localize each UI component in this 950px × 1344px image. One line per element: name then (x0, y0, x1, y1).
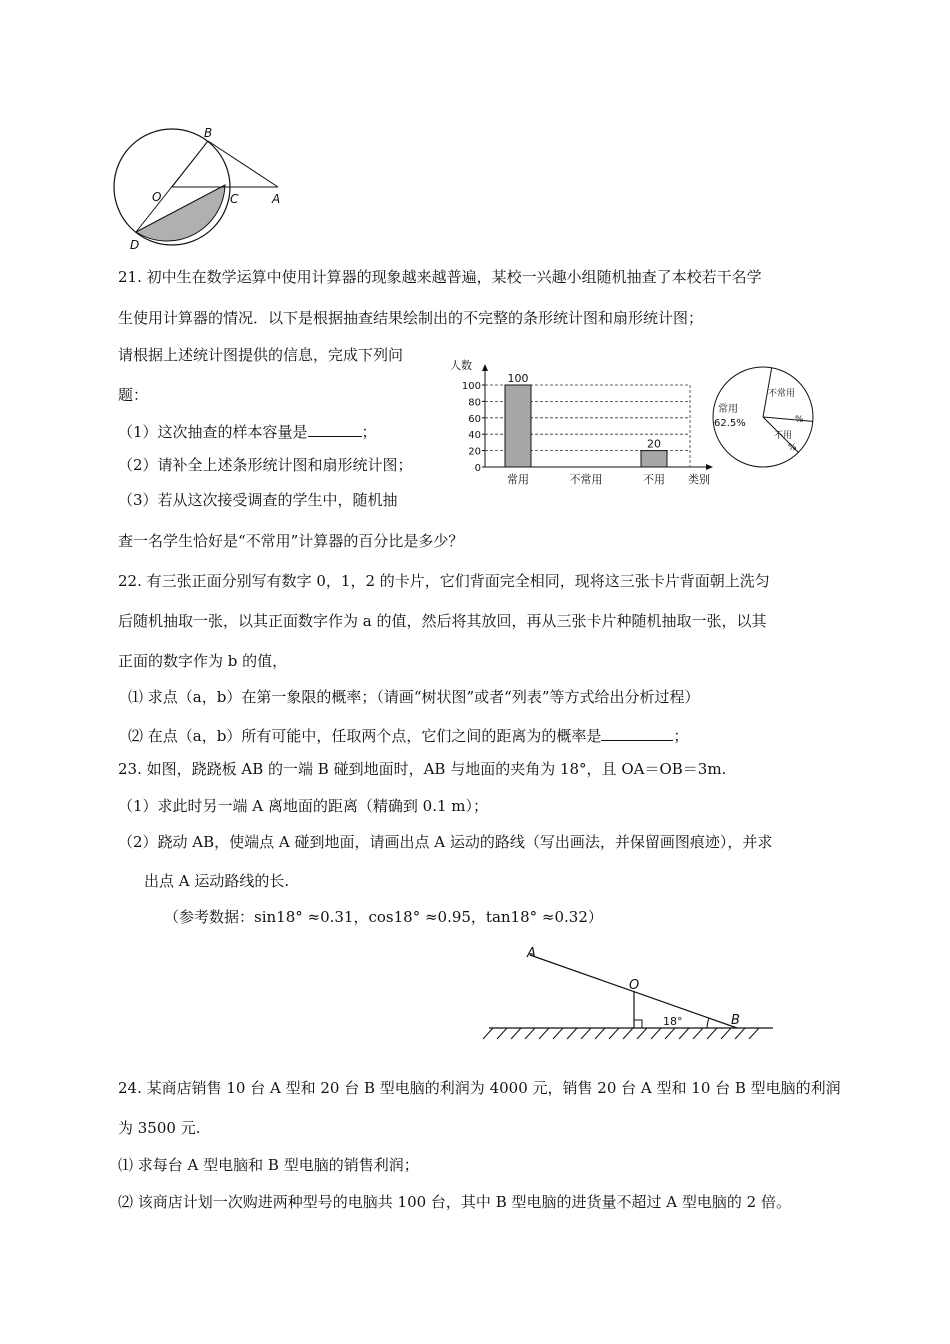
label-a: A (527, 946, 536, 961)
q21-line2: 生使用计算器的情况．以下是根据抽查结果绘制出的不完整的条形统计图和扇形统计图； (118, 309, 704, 327)
q21-part2: （2）请补全上述条形统计图和扇形统计图； (118, 456, 413, 474)
y-axis-title: 人数 (450, 359, 472, 372)
hatch-line (623, 1028, 633, 1039)
q24-part2: ⑵ 该商店计划一次购进两种型号的电脑共 100 台，其中 B 型电脑的进货量不超过 A 型电脑的 2 倍。 (118, 1193, 791, 1211)
y-tick-label: 40 (468, 430, 481, 442)
seesaw-figure (485, 943, 785, 1043)
label-b: B (731, 1013, 740, 1028)
x-axis-title: 类别 (688, 473, 710, 486)
ground-hatch (483, 1028, 759, 1039)
hatch-line (581, 1028, 591, 1039)
label-a: A (272, 192, 281, 206)
slice-value-changyong: 62.5% (714, 418, 746, 429)
q21-part1 (118, 420, 377, 442)
q22-part2-end: ； (673, 727, 689, 745)
q21-line-end: 查一名学生恰好是“不常用”计算器的百分比是多少？ (118, 532, 464, 550)
q22-part2-text: ⑵ 在点（a，b）所有可能中，任取两个点，它们之间的距离为的概率是 (128, 727, 602, 745)
q22-line3: 正面的数字作为 b 的值， (118, 652, 288, 670)
q22-line2: 后随机抽取一张，以其正面数字作为 a 的值，然后将其放回，再从三张卡片种随机抽取一张，以其 (118, 612, 767, 630)
y-tick-label: 60 (468, 413, 481, 425)
hatch-line (707, 1028, 717, 1039)
x-tick-label: 不常用 (569, 473, 603, 486)
pie-slice-edge (763, 417, 813, 421)
bar (641, 451, 667, 467)
hatch-line (679, 1028, 689, 1039)
hatch-line (567, 1028, 577, 1039)
y-tick-label: 100 (461, 381, 481, 392)
hatch-line (483, 1028, 493, 1039)
q21-part3: （3）若从这次接受调查的学生中，随机抽 (118, 491, 398, 509)
slice-value-buyong: % (788, 443, 797, 453)
hatch-line (637, 1028, 647, 1039)
y-tick-label: 80 (468, 397, 481, 409)
hatch-line (525, 1028, 535, 1039)
q24-part1: ⑴ 求每台 A 型电脑和 B 型电脑的销售利润； (118, 1156, 419, 1174)
slice-label-buchangyong: 不常用 (768, 389, 796, 399)
hatch-line (735, 1028, 745, 1039)
x-tick-label: 常用 (507, 473, 529, 486)
q23-line1: 23. 如图，跷跷板 AB 的一端 B 碰到地面时，AB 与地面的夹角为 18°，且 OA＝OB＝3m. (118, 760, 727, 778)
hatch-line (511, 1028, 521, 1039)
label-d: D (130, 238, 140, 252)
q23-part1: （1）求此时另一端 A 离地面的距离（精确到 0.1 m）； (118, 797, 489, 815)
q22-part2 (128, 724, 688, 746)
q24-line1: 24. 某商店销售 10 台 A 型和 20 台 B 型电脑的利润为 4000 元，销售 20 台 A 型和 10 台 B 型电脑的利润 (118, 1079, 841, 1097)
q22-part1: ⑴ 求点（a，b）在第一象限的概率；（请画“树状图”或者“列表”等方式给出分析过程） (128, 688, 700, 706)
tangent-ba (208, 141, 278, 187)
q23-part2b: 出点 A 运动路线的长. (144, 872, 290, 890)
hatch-line (721, 1028, 731, 1039)
answer-blank[interactable] (601, 724, 673, 741)
hatch-line (693, 1028, 703, 1039)
angle-arc (707, 1018, 709, 1028)
slice-label-buyong: 不用 (774, 431, 793, 441)
label-o: O (629, 978, 640, 993)
y-tick-label: 0 (474, 463, 481, 474)
hatch-line (497, 1028, 507, 1039)
slice-value-buchangyong: % (795, 415, 804, 425)
bar-data-label: 100 (507, 372, 529, 385)
hatch-line (749, 1028, 759, 1039)
hatch-line (665, 1028, 675, 1039)
q21-part1-end: ； (361, 423, 377, 441)
slice-label-changyong: 常用 (718, 404, 738, 415)
q21-part1-text: （1）这次抽查的样本容量是 (118, 423, 308, 441)
label-b: B (204, 126, 213, 140)
hatch-line (595, 1028, 605, 1039)
bar (505, 385, 531, 467)
label-c: C (230, 192, 239, 206)
hatch-line (651, 1028, 661, 1039)
q23-part2: （2）跷动 AB，使端点 A 碰到地面，请画出点 A 运动的路线（写出画法，并保留画图痕迹），并求 (118, 833, 773, 851)
hatch-line (539, 1028, 549, 1039)
pie-chart (708, 362, 818, 472)
y-axis-arrow (482, 364, 488, 371)
shaded-segment (136, 185, 225, 241)
q23-ref: （参考数据：sin18° ≈0.31，cos18° ≈0.95，tan18° ≈0.32） (164, 908, 603, 926)
bar-data-label: 20 (647, 437, 661, 451)
hatch-line (553, 1028, 563, 1039)
y-tick-label: 20 (468, 446, 481, 458)
bar-chart (440, 357, 725, 487)
q21-line4: 题： (118, 386, 149, 404)
q22-line1: 22. 有三张正面分别写有数字 0，1，2 的卡片，它们背面完全相同，现将这三张卡片背面朝上洗匀 (118, 572, 770, 590)
circle-figure (100, 125, 300, 255)
right-angle-mark (634, 1020, 642, 1028)
answer-blank[interactable] (308, 420, 362, 437)
x-tick-label: 不用 (643, 473, 665, 486)
angle-label: 18° (663, 1015, 683, 1028)
q21-line3: 请根据上述统计图提供的信息，完成下列问 (118, 346, 404, 364)
label-o: O (152, 190, 162, 204)
q24-line2: 为 3500 元. (118, 1119, 201, 1137)
hatch-line (609, 1028, 619, 1039)
q21-line1: 21. 初中生在数学运算中使用计算器的现象越来越普遍，某校一兴趣小组随机抽查了本校若干名学 (118, 268, 762, 286)
